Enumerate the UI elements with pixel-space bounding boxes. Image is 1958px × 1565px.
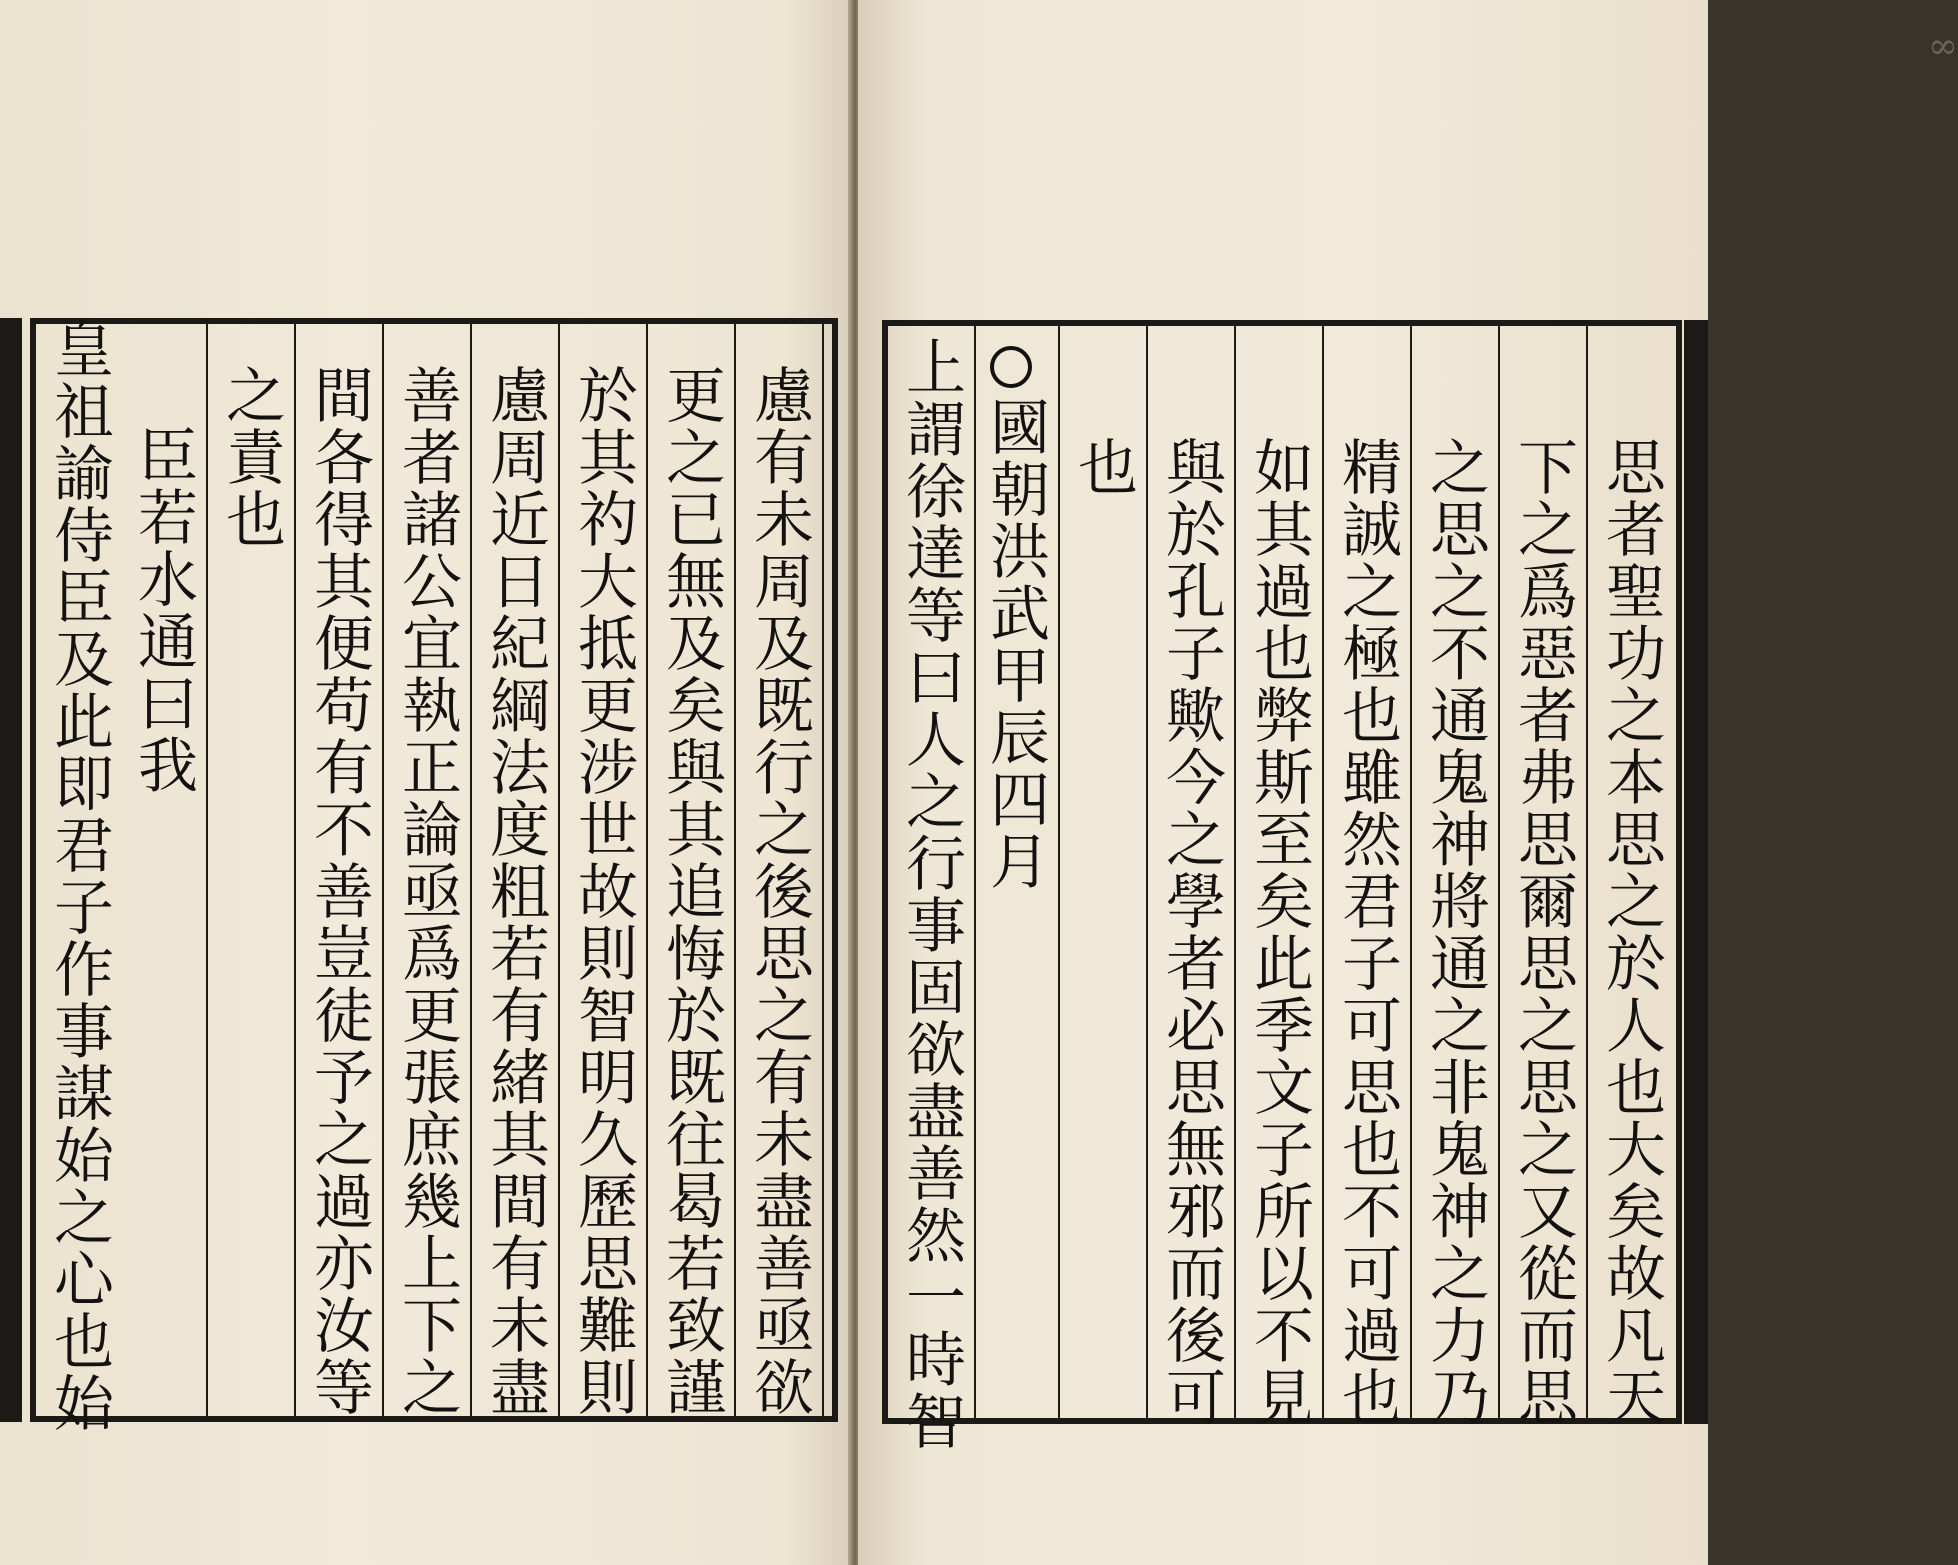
right-col-5 bbox=[1236, 326, 1324, 1428]
left-col-1-text: 慮有未周及既行之後思之有未盡善亟欲 bbox=[744, 364, 814, 1418]
right-col-3 bbox=[1412, 326, 1500, 1428]
left-col-2 bbox=[648, 324, 736, 1416]
left-col-6 bbox=[296, 324, 384, 1416]
right-page bbox=[858, 0, 1958, 1565]
right-col-1 bbox=[1588, 326, 1674, 1428]
left-col-3 bbox=[560, 324, 648, 1416]
right-col-6 bbox=[1148, 326, 1236, 1428]
right-text-frame bbox=[882, 320, 1682, 1452]
left-col-5 bbox=[384, 324, 472, 1416]
left-col-8-text: 臣若水通曰我 bbox=[128, 424, 198, 796]
right-col-9-text: 上謂徐達等曰人之行事固欲盡善然一時智 bbox=[896, 336, 966, 1452]
right-col-8 bbox=[972, 326, 1060, 1418]
left-col-2-text: 更之已無及矣與其追悔於既往曷若致謹 bbox=[656, 364, 726, 1418]
circle-marker-icon bbox=[990, 346, 1032, 388]
page-corner-mark: ∞ bbox=[1928, 26, 1958, 67]
right-col-4 bbox=[1324, 326, 1412, 1428]
left-col-7 bbox=[208, 324, 296, 1416]
left-col-3-text: 於其礿大抵更涉世故則智明久歷思難則 bbox=[568, 364, 638, 1418]
left-col-4-text: 慮周近日紀綱法度粗若有緒其間有未盡 bbox=[480, 364, 550, 1418]
right-col-9 bbox=[888, 326, 976, 1452]
right-col-7 bbox=[1060, 326, 1148, 1418]
left-text-frame bbox=[30, 318, 838, 1434]
left-col-1 bbox=[736, 324, 824, 1416]
left-outer-edge bbox=[0, 318, 22, 1422]
left-col-7-text: 之責也 bbox=[216, 364, 286, 550]
left-col-8 bbox=[120, 324, 208, 1416]
right-col-2-text: 下之爲惡者弗思爾思之思之又從而思 bbox=[1508, 436, 1578, 1428]
right-col-5-text: 如其過也弊斯至矣此季文子所以不見 bbox=[1244, 436, 1314, 1428]
right-col-8-text: 國朝洪武甲辰四月 bbox=[980, 396, 1050, 892]
left-col-9-text: 皇祖諭侍臣及此即君子作事謀始之心也始 bbox=[44, 318, 114, 1434]
left-page bbox=[0, 0, 852, 1565]
left-col-6-text: 間各得其便苟有不善豈徒予之過亦汝等 bbox=[304, 364, 374, 1418]
right-col-6-text: 與於孔子歟今之學者必思無邪而後可 bbox=[1156, 436, 1226, 1428]
left-col-5-text: 善者諸公宜執正論亟爲更張庶幾上下之 bbox=[392, 364, 462, 1418]
right-col-1-text: 思者聖功之本思之於人也大矣故凡天 bbox=[1596, 436, 1666, 1428]
right-outer-edge bbox=[1684, 320, 1708, 1424]
left-col-9 bbox=[36, 318, 122, 1434]
right-col-4-text: 精誠之極也雖然君子可思也不可過也 bbox=[1332, 436, 1402, 1428]
left-col-4 bbox=[472, 324, 560, 1416]
right-col-7-text: 也 bbox=[1068, 436, 1138, 498]
right-col-3-text: 之思之不通鬼神將通之非鬼神之力乃 bbox=[1420, 436, 1490, 1428]
right-col-2 bbox=[1500, 326, 1588, 1428]
